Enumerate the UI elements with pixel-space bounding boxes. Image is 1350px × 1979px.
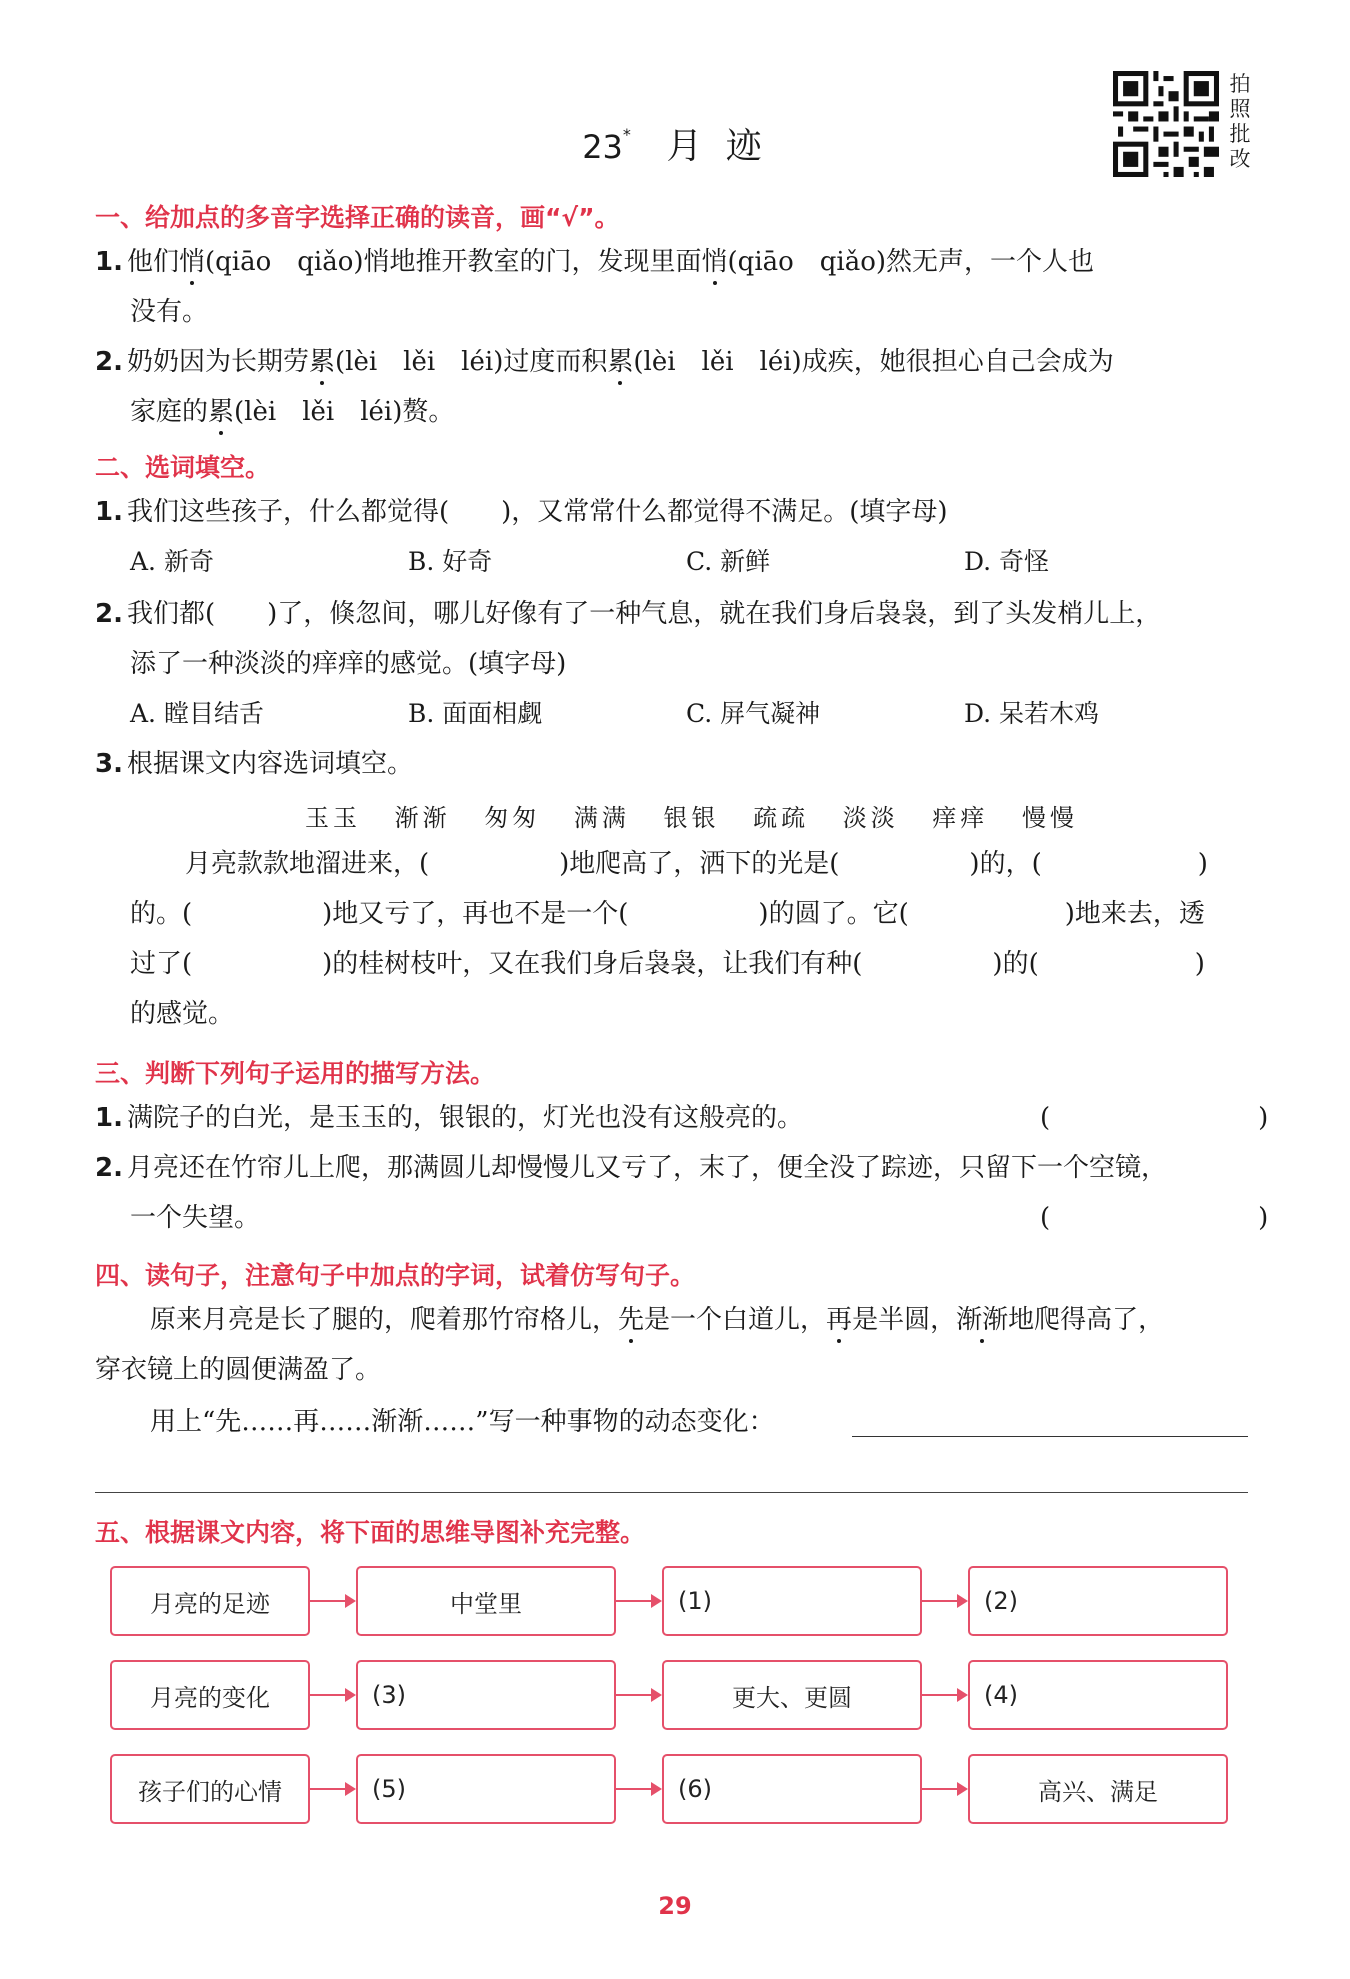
mindmap-row2-box3[interactable]: (4)	[968, 1660, 1228, 1730]
s1-q1-line2: 没有。	[130, 297, 209, 327]
section3-heading: 三、判断下列句子运用的描写方法。	[95, 1059, 496, 1088]
arrow-icon	[922, 1694, 966, 1696]
mindmap-row3-box1[interactable]: (5)	[356, 1754, 616, 1824]
mindmap-row1-box3[interactable]: (2)	[968, 1566, 1228, 1636]
option-d[interactable]: D. 呆若木鸡	[964, 699, 1100, 728]
page-number: 29	[658, 1892, 692, 1920]
mindmap-row1-box1: 中堂里	[356, 1566, 616, 1636]
s3-q1-answer[interactable]: ( )	[1040, 1103, 1269, 1133]
mindmap-row3-box3: 高兴、满足	[968, 1754, 1228, 1824]
mindmap-row2-label: 月亮的变化	[110, 1660, 310, 1730]
mindmap-row1-box2[interactable]: (1)	[662, 1566, 922, 1636]
s2-q3-para3: 过了( )的桂树枝叶，又在我们身后袅袅，让我们有种( )的( )	[130, 949, 1205, 979]
lesson-star: *	[622, 125, 631, 144]
s2-q2-line2: 添了一种淡淡的痒痒的感觉。(填字母)	[130, 649, 567, 679]
qr-label: 拍 照 批 改	[1229, 72, 1251, 171]
arrow-icon	[616, 1600, 660, 1602]
arrow-icon	[922, 1788, 966, 1790]
s2-q3: 3. 根据课文内容选词填空。	[95, 749, 413, 779]
section5-heading: 五、根据课文内容，将下面的思维导图补充完整。	[95, 1518, 646, 1547]
s4-example-line2: 穿衣镜上的圆便满盈了。	[95, 1355, 382, 1385]
s3-q2-line2: 一个失望。	[130, 1203, 261, 1233]
s1-q1-line1: 1. 他们悄(qiāo qiǎo)悄地推开教室的门，发现里面悄(qiāo qiǎo)然无声，一个人也	[95, 247, 1095, 277]
lesson-number: 23	[582, 128, 623, 166]
s3-q2-answer[interactable]: ( )	[1040, 1203, 1269, 1233]
option-a[interactable]: A. 新奇	[130, 547, 214, 576]
mindmap-row3-label: 孩子们的心情	[110, 1754, 310, 1824]
s4-answer-line1[interactable]	[852, 1436, 1248, 1437]
lesson-title: 月 迹	[666, 126, 768, 167]
s2-q1: 1. 我们这些孩子，什么都觉得( )，又常常什么都觉得不满足。(填字母)	[95, 497, 948, 527]
option-c[interactable]: C. 新鲜	[686, 547, 771, 576]
mindmap-row2-box1[interactable]: (3)	[356, 1660, 616, 1730]
section2-heading: 二、选词填空。	[95, 453, 271, 482]
s4-prompt: 用上“先……再……渐渐……”写一种事物的动态变化：	[150, 1407, 775, 1437]
option-a[interactable]: A. 瞠目结舌	[130, 699, 264, 728]
option-b[interactable]: B. 面面相觑	[408, 699, 543, 728]
qr-code-icon[interactable]	[1113, 71, 1219, 177]
s4-example-line1: 原来月亮是长了腿的，爬着那竹帘格儿，先是一个白道儿，再是半圆，渐渐地爬得高了，	[150, 1305, 1165, 1335]
s3-q2-line1: 2. 月亮还在竹帘儿上爬，那满圆儿却慢慢儿又亏了，末了，便全没了踪迹，只留下一个空镜，	[95, 1153, 1167, 1183]
s2-q3-para2: 的。( )地又亏了，再也不是一个( )的圆了。它( )地来去，透	[130, 899, 1205, 929]
arrow-icon	[616, 1694, 660, 1696]
s2-q3-para4: 的感觉。	[130, 999, 235, 1029]
section1-heading: 一、给加点的多音字选择正确的读音，画“√”。	[95, 203, 620, 232]
s1-q2-line1: 2. 奶奶因为长期劳累(lèi lěi léi)过度而积累(lèi lěi léi)成疾，她很担心自己会成为	[95, 347, 1114, 377]
s2-q2-line1: 2. 我们都( )了，倏忽间，哪儿好像有了一种气息，就在我们身后袅袅，到了头发梢儿上，	[95, 599, 1162, 629]
s1-q2-line2: 家庭的累(lèi lěi léi)赘。	[130, 397, 455, 427]
arrow-icon	[310, 1694, 354, 1696]
arrow-icon	[310, 1788, 354, 1790]
mindmap-row1-label: 月亮的足迹	[110, 1566, 310, 1636]
arrow-icon	[922, 1600, 966, 1602]
s3-q1: 1. 满院子的白光，是玉玉的，银银的，灯光也没有这般亮的。	[95, 1103, 803, 1133]
s4-answer-line2[interactable]	[95, 1492, 1248, 1493]
s2-q3-para1: 月亮款款地溜进来，( )地爬高了，洒下的光是( )的，( )	[185, 849, 1208, 879]
arrow-icon	[310, 1600, 354, 1602]
word-bank: 玉玉 渐渐 匆匆 满满 银银 疏疏 淡淡 痒痒 慢慢	[305, 804, 1079, 832]
option-b[interactable]: B. 好奇	[408, 547, 493, 576]
section4-heading: 四、读句子，注意句子中加点的字词，试着仿写句子。	[95, 1261, 696, 1290]
mindmap-row3-box2[interactable]: (6)	[662, 1754, 922, 1824]
option-d[interactable]: D. 奇怪	[964, 547, 1050, 576]
arrow-icon	[616, 1788, 660, 1790]
mindmap-row2-box2: 更大、更圆	[662, 1660, 922, 1730]
option-c[interactable]: C. 屏气凝神	[686, 699, 821, 728]
